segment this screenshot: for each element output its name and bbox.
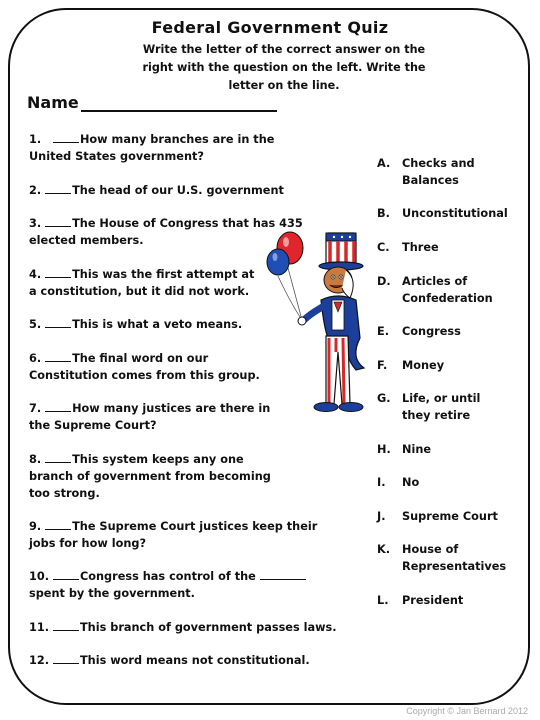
question-number: 9. xyxy=(29,520,42,533)
name-field xyxy=(27,93,277,112)
answer-blank xyxy=(53,619,79,631)
answer-text: Checks and Balances xyxy=(402,157,475,187)
question-12 xyxy=(29,652,310,669)
left-shoe xyxy=(314,403,338,412)
question-number: 8. xyxy=(29,453,42,466)
question-text: The House of Congress that has 435 xyxy=(72,217,303,230)
name-blank-line xyxy=(81,95,277,112)
question-number: 12. xyxy=(29,654,50,667)
question-text: the Supreme Court? xyxy=(29,419,157,432)
answer-letter: C. xyxy=(377,241,390,254)
page-title: Federal Government Quiz xyxy=(151,18,389,37)
uncle-sam-illustration xyxy=(266,228,376,418)
question-text: How many justices are there in xyxy=(72,402,271,415)
answer-letter: K. xyxy=(377,543,391,556)
question-text: How many branches are in the xyxy=(79,133,275,146)
instructions xyxy=(118,41,450,95)
question-number: 4. xyxy=(29,268,42,281)
question-number: 1. xyxy=(29,133,42,146)
answer-blank xyxy=(53,652,79,664)
question-2 xyxy=(29,182,284,199)
question-11 xyxy=(29,619,337,636)
answer-blank xyxy=(45,182,71,194)
answer-blank xyxy=(45,451,71,463)
question-number: 3. xyxy=(29,217,42,230)
answer-blank xyxy=(45,350,71,362)
question-text: This was the first attempt at xyxy=(72,268,255,281)
question-text: This is what a veto means. xyxy=(72,318,243,331)
answer-letter: G. xyxy=(377,392,391,405)
answer-text: House of Representatives xyxy=(402,543,507,573)
question-number: 7. xyxy=(29,402,42,415)
answer-text: Nine xyxy=(402,443,432,456)
instructions-line: right with the question on the left. Write the xyxy=(142,61,426,74)
answer-letter: L. xyxy=(377,594,389,607)
answer-letter: F. xyxy=(377,359,388,372)
question-text: spent by the government. xyxy=(29,587,195,600)
answer-text: Supreme Court xyxy=(402,510,498,523)
instructions-line: Write the letter of the correct answer on the xyxy=(142,43,426,56)
question-7 xyxy=(29,400,270,434)
question-text: The head of our U.S. government xyxy=(72,184,284,197)
copyright-notice: Copyright © Jan Bernard 2012 xyxy=(406,706,528,716)
answer-blank xyxy=(45,215,71,227)
instructions-line: letter on the line. xyxy=(228,79,340,92)
question-text: branch of government from becoming xyxy=(29,470,271,483)
answer-blank xyxy=(45,400,71,412)
answer-text: Congress xyxy=(402,325,461,338)
question-9 xyxy=(29,518,317,552)
question-text: This system keeps any one xyxy=(72,453,244,466)
question-text: jobs for how long? xyxy=(29,537,147,550)
question-text: This branch of government passes laws. xyxy=(79,621,337,634)
question-5 xyxy=(29,316,242,333)
answer-letter: A. xyxy=(377,157,391,170)
question-text: This word means not constitutional. xyxy=(79,654,310,667)
answer-letter: D. xyxy=(377,275,391,288)
question-1 xyxy=(29,131,274,165)
question-text: too strong. xyxy=(29,487,100,500)
question-number: 2. xyxy=(29,184,42,197)
answer-letter: B. xyxy=(377,207,390,220)
answer-text: President xyxy=(402,594,464,607)
question-text: a constitution, but it did not work. xyxy=(29,285,250,298)
answer-letter: I. xyxy=(377,476,386,489)
answer-text: Articles of Confederation xyxy=(402,275,493,305)
question-6 xyxy=(29,350,260,384)
answer-blank xyxy=(45,316,71,328)
question-text: Constitution comes from this group. xyxy=(29,369,260,382)
answer-letter: H. xyxy=(377,443,391,456)
inline-blank xyxy=(260,568,306,580)
question-number: 11. xyxy=(29,621,50,634)
question-text: Congress has control of the xyxy=(79,570,256,583)
question-number: 10. xyxy=(29,570,50,583)
question-text: The Supreme Court justices keep their xyxy=(72,520,318,533)
answer-blank xyxy=(53,131,79,143)
answer-text: Unconstitutional xyxy=(402,207,508,220)
question-8 xyxy=(29,451,271,502)
answer-blank xyxy=(53,568,79,580)
question-3 xyxy=(29,215,303,249)
question-text: elected members. xyxy=(29,234,144,247)
question-text: The final word on our xyxy=(72,352,209,365)
question-number: 6. xyxy=(29,352,42,365)
answer-letter: E. xyxy=(377,325,390,338)
question-10 xyxy=(29,568,306,602)
answer-blank xyxy=(45,266,71,278)
name-label: Name xyxy=(27,93,79,112)
question-text: United States government? xyxy=(29,150,204,163)
answer-letter: J. xyxy=(377,510,386,523)
right-shoe xyxy=(339,403,363,412)
question-4 xyxy=(29,266,254,300)
answer-blank xyxy=(45,518,71,530)
answer-text: Life, or until they retire xyxy=(402,392,481,422)
question-number: 5. xyxy=(29,318,42,331)
answer-text: No xyxy=(402,476,420,489)
blue-balloon xyxy=(267,249,289,275)
answer-text: Three xyxy=(402,241,439,254)
answer-text: Money xyxy=(402,359,445,372)
